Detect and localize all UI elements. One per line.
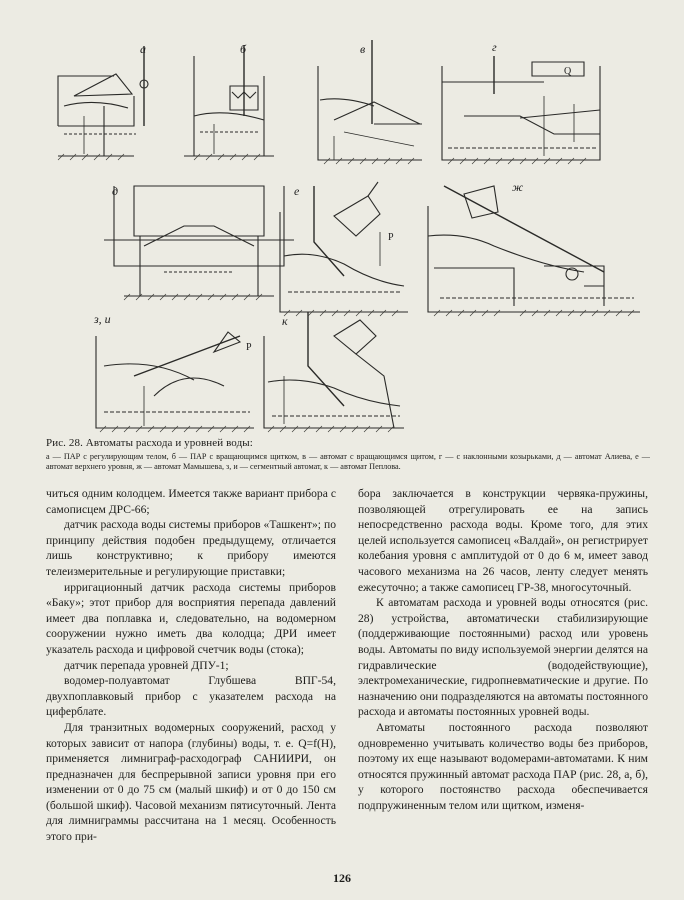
- panel-label-v: в: [360, 42, 366, 56]
- panel-label-g: г: [492, 40, 497, 54]
- panel-label-d: д: [112, 184, 119, 198]
- panel-v-drawing: [318, 40, 422, 160]
- paragraph: бора заключается в конструкции червяка-пружины, позволяющей отрегулировать ее на запись непосредственно расхода воды. Кроме того, для этих целей используется самописец «Валдай», он регистрирует колебания уровня с амплитудой от 0 до 6 м, имеет завод часового механизма на 26 часов, ленту следует менять ежесуточно; а также самописец ГР-38, многосуточный.: [358, 487, 648, 594]
- paragraph: Для транзитных водомерных сооружений, расход у которых зависит от напора (глубины) воды, т. е. Q=f(H), применяется лимниграф-расходограф САНИИРИ, он предназначен для беспрерывной записи уровня при его изменении от 0 до 75 см (малый шкиф) и от 0 до 150 см (большой шкиф). Часовой механизм пятисуточный. Лента для лимниграммы рассчитана на 1 месяц. Особенность этого при-: [46, 720, 336, 844]
- figure-28: [44, 36, 654, 436]
- paragraph: К автоматам расхода и уровней воды относятся (рис. 28) устройства, автоматически стабилизирующие (поддерживающие постоянными) расход или уровень воды. Автоматы по виду используемой энергии делятся на гидравлические (вододействующие), электромеханические, гидропневматические и другие. По назначению они подразделяются на автоматы постоянного расхода и автоматы постоянных уровней воды.: [358, 596, 648, 719]
- panel-g-drawing: [442, 56, 600, 160]
- panel-label-p-zi: P: [246, 342, 252, 353]
- panel-label-p-e: P: [388, 232, 394, 243]
- panel-label-zh: ж: [512, 180, 524, 194]
- paragraph: датчик расхода воды системы приборов «Ташкент»; по принципу действия подобен предыдущему, отличается лишь конструктивно; к прибору имеются телеизмерительные и регулирующие приставки;: [46, 518, 336, 578]
- panel-label-e: е: [294, 184, 300, 198]
- figure-drawings: [44, 36, 654, 436]
- panel-label-b: б: [240, 42, 247, 56]
- panel-label-q: Q: [564, 66, 572, 77]
- left-text-column: [46, 486, 336, 845]
- page-number: 126: [333, 871, 351, 885]
- panel-zh-drawing: [428, 186, 640, 312]
- paragraph: датчик перепада уровней ДПУ-1;: [64, 658, 229, 672]
- panel-b-drawing: [184, 46, 274, 156]
- panel-e-drawing: [280, 182, 408, 312]
- paragraph: ирригационный датчик расхода системы приборов «Баку»; этот прибор для восприятия перепада давлений имеет два поплавка и, следовательно, на водомерном сооружении нужно иметь два колодца; ДРИ имеет указатель расхода и цифровой счетчик воды (стока);: [46, 580, 336, 656]
- panel-d-drawing: [104, 186, 294, 296]
- paragraph: Автоматы постоянного расхода позволяют одновременно учитывать количество воды без приборов, поэтому их еще называют водомерами-автоматами. К ним относятся пружинный автомат расхода ПАР (рис. 28, а, б), у которого постоянство расхода обеспечивается подпружиненным телом или щитком, изменя-: [358, 720, 648, 812]
- panel-zi-drawing: [96, 332, 254, 428]
- figure-caption-title: Рис. 28. Автоматы расхода и уровней воды:: [46, 437, 253, 449]
- panel-k-drawing: [264, 312, 404, 428]
- panel-label-zi: з, и: [94, 312, 111, 326]
- panel-a-drawing: [58, 46, 148, 156]
- figure-caption-text: а — ПАР с регулирующим телом, б — ПАР с вращающимся щитком, в — автомат с вращающимся щитом, г — с наклонными козырьками, д — автомат Алиева, е — автомат верхнего уровня, ж — автомат Мамышева, з, и — сегментный автомат, к — автомат Пеплова.: [46, 452, 650, 471]
- paragraph: читься одним колодцем. Имеется также вариант прибора с самописцем ДРС-66;: [46, 487, 336, 516]
- panel-label-a: а: [140, 42, 146, 56]
- right-text-column: [358, 486, 648, 813]
- panel-label-k: к: [282, 314, 288, 328]
- paragraph: водомер-полуавтомат Глубшева ВПГ-54, двухпоплавковый прибор с указателем расхода на циферблате.: [46, 674, 336, 719]
